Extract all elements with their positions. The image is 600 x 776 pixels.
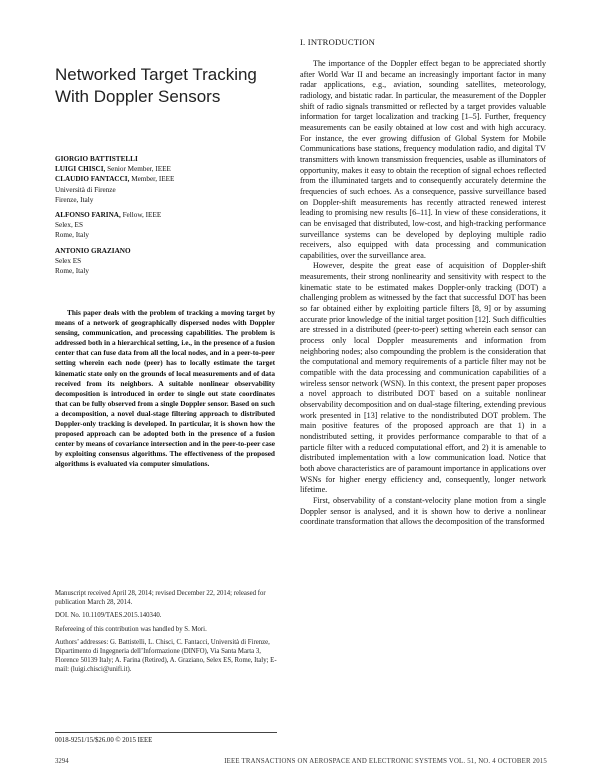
affiliation-line: Firenze, Italy <box>55 195 94 204</box>
affiliation-line: Rome, Italy <box>55 267 89 276</box>
body-paragraph: However, despite the great ease of acquisition of Doppler-shift measurements, their strong nonlinearity and sensitivity with respect to the kinematic state to be estimated makes Doppler-only tracking (DOT) a challenging problem as witnessed by the fact that successful DOT has been so far obtained either by exploiting particle filters [8, 9] or by assuming accurate prior knowledge of the initial target position [12]. Such difficulties are stressed in a distributed (peer-to-peer) setting wherein each sensor can process only local Doppler measurements and information from neighboring nodes; also compounding the problem is the consideration that the computational and memory requirements of a particle filter may not be compatible with the data processing and communication capabilities of a wireless sensor network (WSN). In this context, the present paper proposes a novel approach to distributed DOT based on a suitable nonlinear observability decomposition and on dual-stage filtering, extending previous work presented in [13] relative to the nondistributed DOT problem. The main positive features of the proposed approach are that 1) in a nondistributed setting, it provides performance comparable to that of a particle filter with a reduced computational effort, and 2) it is amenable to distributed implementation with a low communication load. Notice that both above characteristics are of paramount importance in applications over WSNs for higher energy efficiency and, consequently, longer network lifetime. <box>300 261 546 495</box>
abstract: This paper deals with the problem of tracking a moving target by means of a network of geographically dispersed nodes with Doppler sensing, communication, and processing capabilities. The problem is addressed both in a hierarchical setting, i.e., in the presence of a fusion center that can fuse data from all the local nodes, and in a peer-to-peer setting wherein each node (peer) has to locally estimate the target kinematic state only on the grounds of local measurements and of data received from its neighbors. A suitable nonlinear observability decomposition is introduced in order to single out state coordinates that can be fully observed from a single Doppler sensor. Based on such a decomposition, a novel dual-stage filtering approach to distributed Doppler-only tracking is developed. In particular, it is shown how the proposed approach can be adopted both in the presence of a fusion center by means of covariance intersection and in the peer-to-peer case by exploiting consensus algorithms. The effectiveness of the proposed algorithms is evaluated via computer simulations. <box>55 308 275 469</box>
affiliation-line: Selex, ES <box>55 221 83 230</box>
author-name: GIORGIO BATTISTELLI <box>55 155 138 163</box>
author-0 <box>55 154 275 164</box>
author-name: LUIGI CHISCI, <box>55 165 106 174</box>
body-paragraph: The importance of the Doppler effect began to be appreciated shortly after World War II and became an increasingly important factor in many radar applications, e.g., aviation, sounding satellites, meteorology, radiology, and bistatic radar. In particular, the measurement of the Doppler shift of radio signals transmitted or reflected by a target provides valuable information for target localization and tracking [1–5]. Further, frequency measurements can be easily obtained at low cost and with high accuracy. For instance, the ever growing diffusion of Global System for Mobile Communications base stations, frequency modulation radio, and digital TV transmitters with known transmission frequencies, usable as illuminators of opportunity, makes it easy to obtain the reception of signal echoes reflected from the illuminated targets and to consequently accurately determine the frequencies of such echoes. As a consequence, passive surveillance based on Doppler-shift measurements has recently attracted renewed interest leading to promising new results [6–11]. In view of these considerations, it can be envisaged that distributed, low-cost, and high-tracking performance surveillance systems can be developed by deploying multiple radio receivers, also equipped with data processing and communication capabilities, over the surveillance area. <box>300 59 546 260</box>
affiliation-line: Rome, Italy <box>55 231 89 240</box>
footnote-refereeing: Refereeing of this contribution was handled by S. Mori. <box>55 625 207 633</box>
copyright-notice: 0018-9251/15/$26.00 © 2015 IEEE <box>55 732 277 745</box>
paper-title: Networked Target Tracking With Doppler Sensors <box>55 65 257 106</box>
footnote-manuscript: Manuscript received April 28, 2014; revised December 22, 2014; released for publication March 28, 2014. <box>55 590 266 607</box>
body-paragraph: First, observability of a constant-velocity plane motion from a single Doppler sensor is analysed, and it is shown how to derive a nonlinear coordinate transformation that allows the decomposition of the transformed <box>300 495 546 527</box>
author-4 <box>55 246 275 256</box>
author-1: LUIGI CHISCI, Senior Member, IEEE <box>55 165 171 174</box>
footnote-addresses: Authors’ addresses: G. Battistelli, L. Chisci, C. Fantacci, Università di Firenze, Dipartimento di Ingegneria dell’Informazione (DINFO), Via Santa Marta 3, Florence 50139 Italy; A. Farina (Retired), A. Graziano, Selex ES, Rome, Italy; E-mail: (luigi.chisci@unifi.it). <box>55 638 277 674</box>
affiliation-line: Selex ES <box>55 256 82 265</box>
footnote-doi: DOI. No. 10.1109/TAES.2015.140340. <box>55 612 162 620</box>
page-number: 3294 <box>55 758 69 765</box>
body-text <box>300 59 546 528</box>
author-name: ANTONIO GRAZIANO <box>55 246 131 255</box>
affiliation-line: Università di Firenze <box>55 185 116 194</box>
author-name: ALFONSO FARINA, <box>55 211 121 220</box>
author-block <box>55 154 275 276</box>
footnotes <box>55 589 277 679</box>
section-heading: I. INTRODUCTION <box>300 37 376 47</box>
journal-info: IEEE TRANSACTIONS ON AEROSPACE AND ELECTRONIC SYSTEMS VOL. 51, NO. 4 OCTOBER 2015 <box>224 758 547 765</box>
author-3: ALFONSO FARINA, Fellow, IEEE <box>55 211 162 220</box>
author-name: CLAUDIO FANTACCI, <box>55 175 130 184</box>
author-2: CLAUDIO FANTACCI, Member, IEEE <box>55 175 175 184</box>
